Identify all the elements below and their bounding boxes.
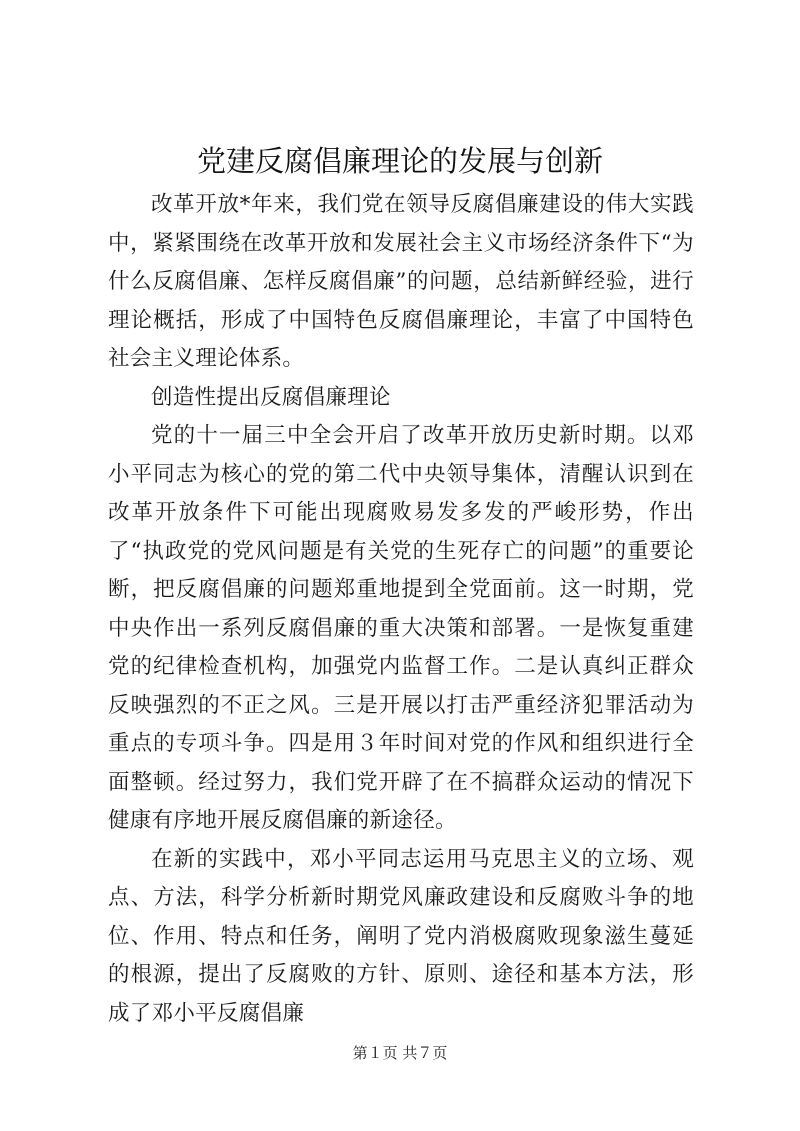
section-heading: 创造性提出反腐倡廉理论 — [151, 384, 391, 410]
page-title: 党建反腐倡廉理论的发展与创新 — [196, 144, 603, 178]
paragraph-intro: 改革开放*年来，我们党在领导反腐倡廉建设的伟大实践中，紧紧围绕在改革开放和发展社会主义市场经济条件下“为什么反腐倡廉、怎样反腐倡廉”的问题，总结新鲜经验，进行理论概括，形成了中国特色反腐倡廉理论，丰富了中国特色社会主义理论体系。 — [108, 192, 694, 371]
page-footer — [0, 1043, 800, 1063]
page-number-label: 第１页 共７页 — [352, 1044, 448, 1062]
document-body — [108, 186, 694, 1033]
paragraph-history: 党的十一届三中全会开启了改革开放历史新时期。以邓小平同志为核心的党的第二代中央领导集体，清醒认识到在改革开放条件下可能出现腐败易发多发的严峻形势，作出了“执政党的党风问题是有关党的生死存亡的问题”的重要论断，把反腐倡廉的问题郑重地提到全党面前。这一时期，党中央作出一系列反腐倡廉的重大决策和部署。一是恢复重建党的纪律检查机构，加强党内监督工作。二是认真纠正群众反映强烈的不正之风。三是开展以打击严重经济犯罪活动为重点的专项斗争。四是用３年时间对党的作风和组织进行全面整顿。经过努力，我们党开辟了在不搞群众运动的情况下健康有序地开展反腐倡廉的新途径。 — [108, 423, 694, 833]
paragraph-deng-theory: 在新的实践中，邓小平同志运用马克思主义的立场、观点、方法，科学分析新时期党风廉政建设和反腐败斗争的地位、作用、特点和任务，阐明了党内消极腐败现象滋生蔓延的根源，提出了反腐败的方针、原则、途径和基本方法，形成了邓小平反腐倡廉 — [108, 846, 694, 1026]
